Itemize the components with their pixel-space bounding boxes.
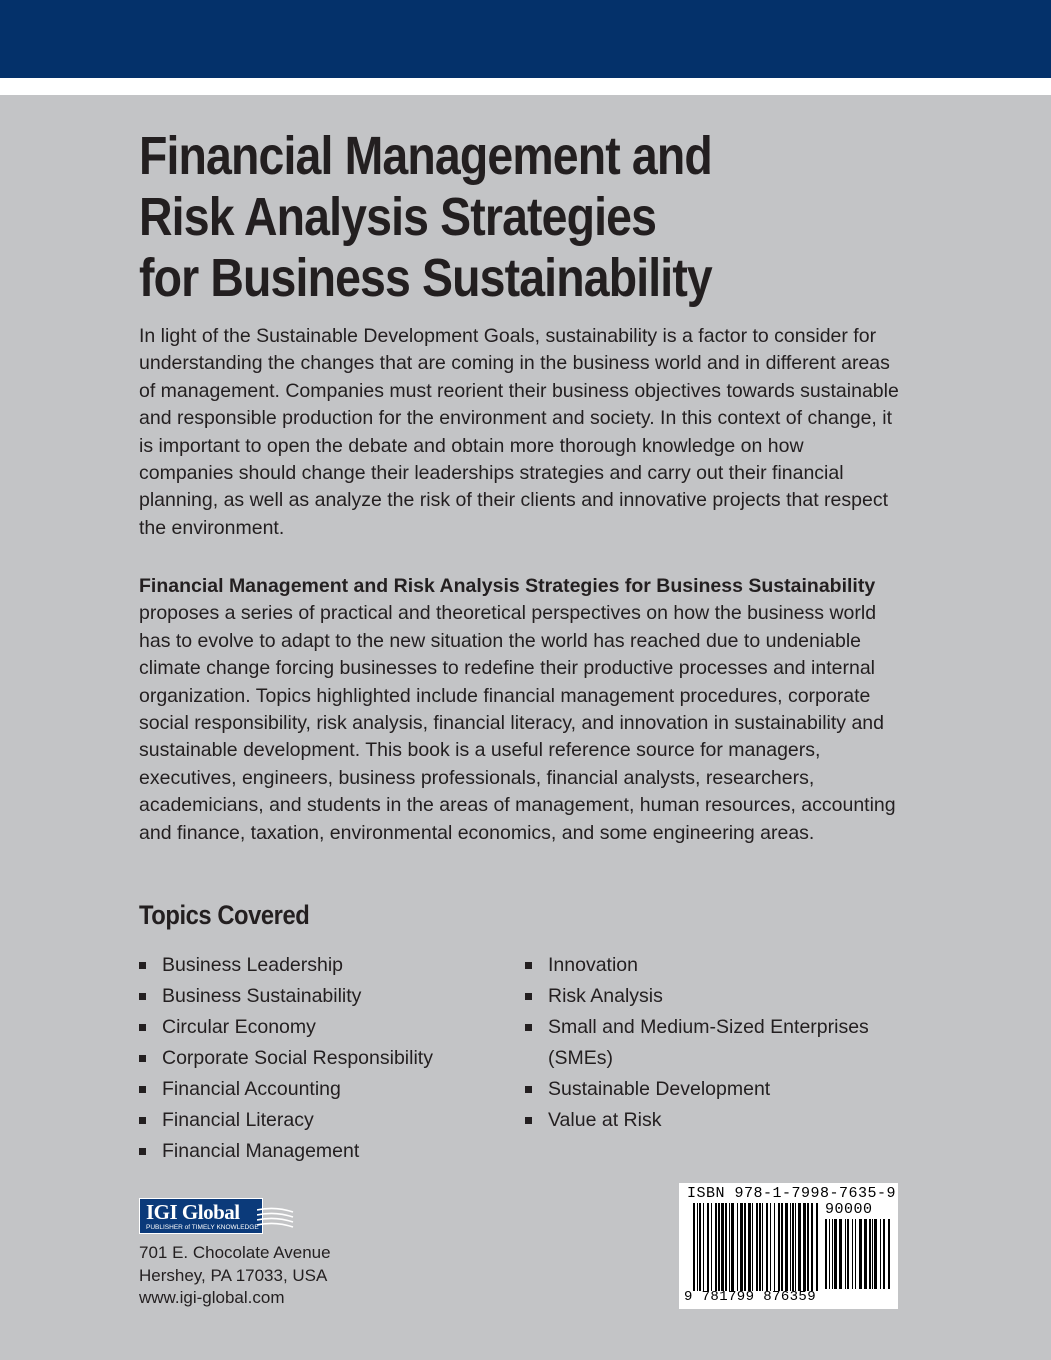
barcode-bar xyxy=(711,1203,712,1291)
list-item xyxy=(139,950,499,981)
barcode-bar xyxy=(807,1203,809,1291)
barcode-bar xyxy=(718,1203,720,1291)
bullet-icon xyxy=(139,993,146,1000)
logo-name: IGI Global xyxy=(146,1200,240,1224)
barcode-bar xyxy=(825,1219,827,1289)
topic-label: Business Leadership xyxy=(162,954,344,976)
barcode-bar xyxy=(756,1203,758,1291)
barcode-bar xyxy=(869,1219,871,1289)
bullet-icon xyxy=(525,1024,532,1031)
isbn-barcode xyxy=(679,1183,898,1309)
barcode-addon-bars xyxy=(825,1219,891,1289)
bullet-icon xyxy=(139,1086,146,1093)
barcode-bar xyxy=(792,1203,794,1291)
barcode-bar xyxy=(811,1203,813,1291)
barcode-bar xyxy=(731,1203,734,1291)
book-title xyxy=(139,126,844,309)
swoosh-icon xyxy=(257,1204,295,1230)
paragraph-2-bold-title: Financial Management and Risk Analysis Strategies for Business Sustainability xyxy=(139,575,876,597)
barcode-bar xyxy=(798,1203,801,1291)
barcode-bar xyxy=(759,1203,761,1291)
barcode-bar xyxy=(785,1203,788,1291)
bullet-icon xyxy=(139,1117,146,1124)
bullet-icon xyxy=(139,1148,146,1155)
barcode-digits: 9 781799 876359 xyxy=(684,1289,817,1305)
barcode-bar xyxy=(832,1219,833,1289)
list-item xyxy=(139,1136,499,1167)
barcode-bar xyxy=(737,1203,738,1291)
address-city: Hershey, PA 17033, USA xyxy=(139,1265,328,1285)
barcode-bar xyxy=(855,1219,856,1289)
barcode-bar xyxy=(729,1203,730,1291)
barcode-bar xyxy=(839,1219,842,1289)
barcode-bar xyxy=(699,1203,701,1291)
paragraph-2-text: proposes a series of practical and theoretical perspectives on how the business world has to evolve to adapt to the new situation the world has reached due to undeniable climate change forcing businesses to redefine their productive processes and internal organization. Topics highlighted include financial management procedures, corporate social responsibility, risk analysis, financial literacy, and innovation in sustainability and sustainable development. This book is a useful reference source for managers, executives, engineers, business professionals, financial analysts, researchers, academicians, and students in the areas of management, human resources, accounting and finance, taxation, environmental economics, and some engineering areas. xyxy=(139,602,896,844)
isbn-label: ISBN 978-1-7998-7635-9 xyxy=(687,1185,897,1202)
description-paragraph-2 xyxy=(139,573,899,847)
bullet-icon xyxy=(139,1024,146,1031)
barcode-bar xyxy=(874,1219,877,1289)
barcode-bar xyxy=(725,1203,727,1291)
topic-label: Corporate Social Responsibility xyxy=(162,1047,433,1069)
topic-label: Financial Literacy xyxy=(162,1109,314,1131)
barcode-bar xyxy=(847,1219,849,1289)
bullet-icon xyxy=(525,1117,532,1124)
barcode-bar xyxy=(707,1203,709,1291)
address-street: 701 E. Chocolate Avenue xyxy=(139,1243,331,1262)
barcode-bar xyxy=(693,1203,695,1291)
top-color-band xyxy=(0,0,1051,78)
bullet-icon xyxy=(525,962,532,969)
barcode-bar xyxy=(790,1203,791,1291)
barcode-bar xyxy=(778,1203,780,1291)
barcode-bar xyxy=(748,1203,751,1291)
list-item xyxy=(139,1074,499,1105)
barcode-bar xyxy=(762,1203,763,1291)
barcode-bar xyxy=(852,1219,853,1289)
bullet-icon xyxy=(139,1055,146,1062)
list-item xyxy=(525,1105,895,1136)
list-item xyxy=(525,1012,895,1074)
white-stripe xyxy=(0,78,1051,95)
list-item xyxy=(525,981,895,1012)
barcode-bar xyxy=(752,1203,753,1291)
topics-list-column-2 xyxy=(525,950,895,1136)
publisher-address xyxy=(139,1242,331,1310)
barcode-bar xyxy=(816,1203,818,1291)
barcode-bar xyxy=(845,1219,846,1289)
list-item xyxy=(525,950,895,981)
topics-heading: Topics Covered xyxy=(139,900,310,930)
title-line-1: Financial Management and xyxy=(139,126,712,186)
barcode-bar xyxy=(883,1219,885,1289)
publisher-website: www.igi-global.com xyxy=(139,1288,285,1307)
barcode-bar xyxy=(766,1203,768,1291)
barcode-bar xyxy=(774,1203,775,1291)
barcode-bar xyxy=(864,1219,867,1289)
topic-label: Value at Risk xyxy=(548,1109,662,1131)
barcode-bar xyxy=(715,1203,717,1291)
barcode-bar xyxy=(703,1203,704,1291)
list-item xyxy=(139,981,499,1012)
description-paragraph-1: In light of the Sustainable Development Goals, sustainability is a factor to consider for understanding the changes that are coming in the business world and in different areas of management. Companies must reorient their business objectives towards sustainable and responsible production for the environment and society. In this context of change, it is important to open the debate and obtain more thorough knowledge on how companies should change their leaderships strategies and carry out their financial planning, as well as analyze the risk of their clients and innovative projects that respect the environment. xyxy=(139,325,899,539)
barcode-bar xyxy=(721,1203,724,1291)
logo-box xyxy=(139,1198,263,1234)
barcode-bar xyxy=(872,1219,873,1289)
barcode-bars xyxy=(693,1203,819,1291)
barcode-bar xyxy=(834,1219,837,1289)
barcode-bar xyxy=(829,1219,830,1289)
title-line-3: for Business Sustainability xyxy=(139,248,712,308)
list-item xyxy=(525,1074,895,1105)
topic-label: Risk Analysis xyxy=(548,985,663,1007)
price-code: 90000 xyxy=(825,1201,873,1218)
topic-label: Sustainable Development xyxy=(548,1078,771,1100)
barcode-bar xyxy=(697,1203,698,1291)
topic-label: Small and Medium-Sized Enterprises (SMEs) xyxy=(548,1016,869,1069)
barcode-bar xyxy=(859,1219,862,1289)
barcode-bar xyxy=(770,1203,771,1291)
topic-label: Innovation xyxy=(548,954,638,976)
topic-label: Business Sustainability xyxy=(162,985,362,1007)
publisher-logo xyxy=(139,1198,299,1236)
topic-label: Financial Accounting xyxy=(162,1078,341,1100)
list-item xyxy=(139,1043,499,1074)
title-line-2: Risk Analysis Strategies xyxy=(139,187,657,247)
barcode-bar xyxy=(740,1203,743,1291)
barcode-bar xyxy=(744,1203,746,1291)
barcode-bar xyxy=(880,1219,881,1289)
topic-label: Financial Management xyxy=(162,1140,360,1162)
barcode-bar xyxy=(888,1219,890,1289)
topic-label: Circular Economy xyxy=(162,1016,316,1038)
topics-list-column-1 xyxy=(139,950,499,1167)
bullet-icon xyxy=(525,1086,532,1093)
list-item xyxy=(139,1105,499,1136)
barcode-bar xyxy=(781,1203,783,1291)
bullet-icon xyxy=(139,962,146,969)
logo-tagline: PUBLISHER of TIMELY KNOWLEDGE xyxy=(146,1224,259,1231)
list-item xyxy=(139,1012,499,1043)
barcode-bar xyxy=(803,1203,806,1291)
bullet-icon xyxy=(525,993,532,1000)
barcode-bar xyxy=(795,1203,796,1291)
